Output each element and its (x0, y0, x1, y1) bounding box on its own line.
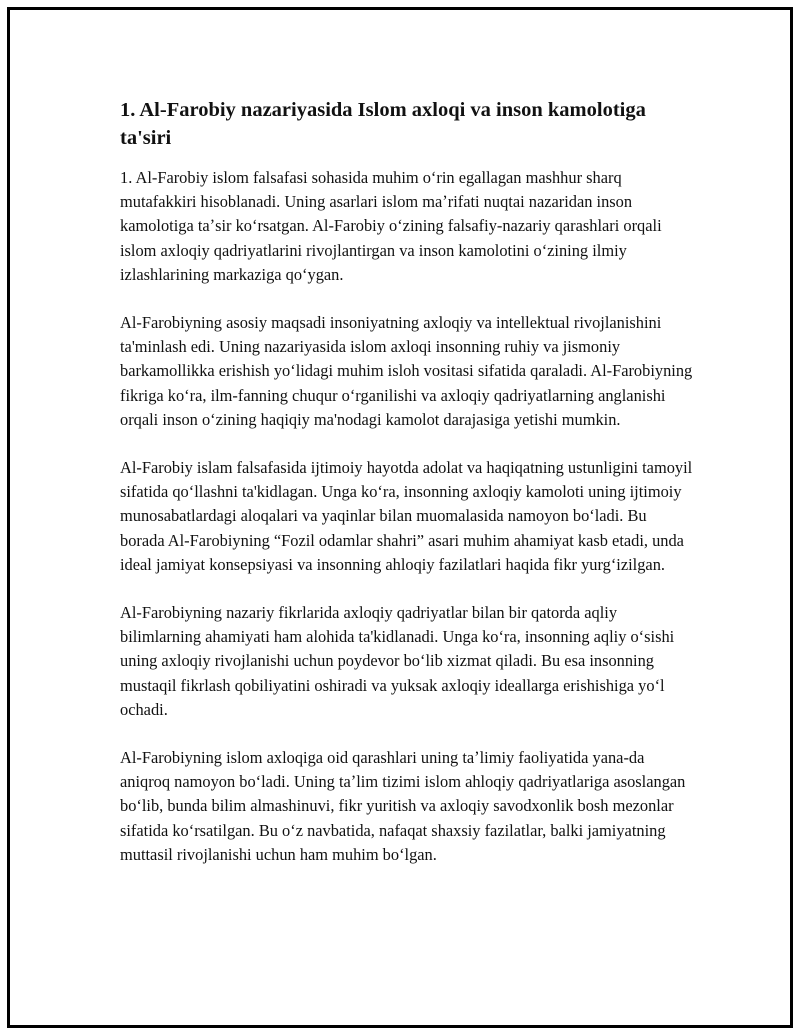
paragraph-1: 1. Al-Farobiy islom falsafasi sohasida muhim oʻrin egallagan mashhur sharq mutafakkiri hisoblanadi. Uning asarlari islom maʼrifati nuqtai nazaridan inson kamolotiga taʼsir koʻrsatgan. Al-Farobiy oʻzining falsafiy-nazariy qarashlari orqali islom axloqiy qadriyatlarini rivojlantirgan va inson kamolotini oʻzining ilmiy izlashlarining markaziga qoʻygan. (120, 168, 662, 284)
paragraph-3: Al-Farobiy islam falsafasida ijtimoiy hayotda adolat va haqiqatning ustunligini tamoyil sifatida qoʻllashni ta'kidlagan. Unga koʻra, insonning axloqiy kamoloti uning ijtimoiy munosabatlardagi aloqalari va yaqinlar bilan muomalasida namoyon boʻladi. Bu borada Al-Farobiyning “Fozil odamlar shahri” asari muhim ahamiyat kasb etadi, unda ideal jamiyat konsepsiyasi va insonning ahloqiy fazilatlari haqida fikr yurgʻizilgan. (120, 458, 693, 574)
document-body (120, 96, 695, 891)
paragraph-2: Al-Farobiyning asosiy maqsadi insoniyatning axloqiy va intellektual rivojlanishini ta'minlash edi. Uning nazariyasida islom axloqi insonning ruhiy va jismoniy barkamollikka erishish yoʻlidagi muhim isloh vositasi sifatida qaraladi. Al-Farobiyning fikriga koʻra, ilm-fanning chuqur oʻrganilishi va axloqiy qadriyatlarning anglanishi orqali inson oʻzining haqiqiy ma'nodagi kamolot darajasiga yetishi mumkin. (120, 313, 693, 429)
document-title: 1. Al-Farobiy nazariyasida Islom axloqi va inson kamolotiga ta'siri (120, 99, 646, 149)
paragraph-5: Al-Farobiyning islom axloqiga oid qarashlari uning taʼlimiy faoliyatida yana-da aniqroq namoyon boʻladi. Uning taʼlim tizimi islom ahloqiy qadriyatlariga asoslangan boʻlib, bunda bilim almashinuvi, fikr yuritish va axloqiy savodxonlik bosh mezonlar sifatida koʻrsatilgan. Bu oʻz navbatida, nafaqat shaxsiy fazilatlar, balki jamiyatning muttasil rivojlanishi uchun ham muhim boʻlgan. (120, 748, 686, 864)
page-frame (7, 7, 793, 1028)
paragraph-4: Al-Farobiyning nazariy fikrlarida axloqiy qadriyatlar bilan bir qatorda aqliy bilimlarning ahamiyati ham alohida ta'kidlanadi. Unga koʻra, insonning aqliy oʻsishi uning axloqiy rivojlanishi uchun poydevor boʻlib xizmat qiladi. Bu esa insonning mustaqil fikrlash qobiliyatini oshiradi va yuksak axloqiy ideallarga erishishiga yoʻl ochadi. (120, 603, 675, 719)
